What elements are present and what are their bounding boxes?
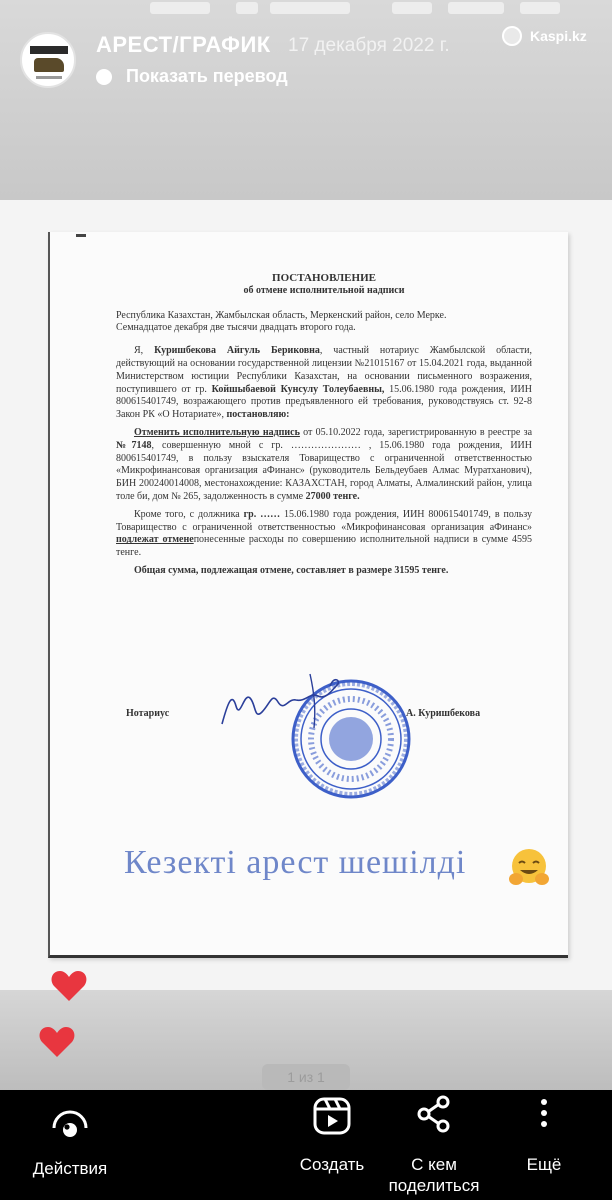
more-button[interactable] <box>502 1096 586 1175</box>
translate-icon <box>96 69 112 85</box>
avatar[interactable] <box>20 32 76 88</box>
actions-button[interactable] <box>20 1104 120 1179</box>
document-paragraph-2: Отменить исполнительную надпись от 05.10.2022 года, зарегистрированную в реестре за №7148, совершенную мной с гр. ………………… , 15.06.1980 года рождения, ИИН 800615401749, в пользу взыскателя Товарищество с ограниченной ответственностью «Микрофинансовая организация аФинанс» (руководитель Бельдеубаев Алмас Муратханович), БИН 200240014008, местонахождение: КАЗАХСТАН, город Алматы, Алмалинский район, улица толе би, дом № 265, задолженность в сумме 27000 тенге. <box>116 426 533 502</box>
notary-label: Нотариус <box>126 708 170 719</box>
post-date: 17 декабря 2022 г. <box>288 35 450 56</box>
share-button[interactable] <box>372 1094 496 1196</box>
notary-signature <box>214 662 354 742</box>
avatar-banner <box>30 46 68 54</box>
hugging-face-emoji-icon <box>507 846 551 890</box>
document-photo <box>48 232 568 958</box>
post-author[interactable]: АРЕСТ/ГРАФИК <box>96 32 271 57</box>
document-date-line: Семнадцатое декабря две тысячи двадцать второго года. <box>116 322 356 334</box>
share-icon <box>414 1094 454 1134</box>
signature-block <box>126 702 546 822</box>
avatar-car-image <box>34 58 64 72</box>
document-location: Республика Казахстан, Жамбылская область, Меркенский район, село Мерке. <box>116 309 447 321</box>
document-subheading: об отмене исполнительной надписи <box>243 284 405 296</box>
kaspi-logo-icon <box>502 26 522 46</box>
more-vertical-icon <box>534 1096 554 1136</box>
caption-text: Кезекті арест шешілді <box>124 844 467 881</box>
document-paragraph-1: Я, Куришбекова Айгуль Бериковна, частный нотариус Жамбылской области, действующий на основании государственной лицензии №21015167 от 15.04.2021 года, выданной Министерством юстиции Республики Казахстан, на основании письменного возражения, поступившего от гр. Койшыбаевой Кунсулу Толеубаевны, 15.06.1980 года рождения, ИИН 800615401749, возражающего против предъявленного ей требования, руководствуясь ст. 92-8 Закон РК «О Нотариате», постановляю: <box>116 345 533 421</box>
source-label: Kaspi.kz <box>530 28 587 44</box>
heart-reaction-icon[interactable] <box>37 1022 77 1062</box>
page-indicator: 1 из 1 <box>262 1064 350 1090</box>
document-text <box>116 272 532 583</box>
more-label: Ещё <box>526 1155 562 1174</box>
document-total: Общая сумма, подлежащая отмене, составляет в размере 31595 тенге. <box>134 564 449 576</box>
bottom-action-bar <box>0 1090 612 1200</box>
avatar-footer-line <box>36 76 62 79</box>
document-heading: ПОСТАНОВЛЕНИЕ <box>272 272 376 284</box>
heart-reaction-icon[interactable] <box>49 966 89 1006</box>
notary-name: А. Куришбекова <box>406 708 481 719</box>
document-paragraph-3: Кроме того, с должника гр. …… 15.06.1980 года рождения, ИИН 800615401749, в пользу Товарищество с ограниченной ответственностью «Микрофинансовая организация аФинанс» подлежат отменепонесенные расходы по совершению исполнительной надписи в сумме 4595 тенге. <box>116 508 533 559</box>
cropped-toolbar-strip <box>0 0 612 18</box>
create-button[interactable] <box>282 1096 382 1175</box>
document-corner-mark <box>76 234 86 237</box>
reels-icon <box>312 1096 352 1136</box>
actions-label: Действия <box>32 1159 108 1178</box>
share-label: С кем поделиться <box>388 1155 480 1195</box>
eye-icon <box>50 1104 90 1142</box>
show-translation-label: Показать перевод <box>126 66 288 86</box>
create-label: Создать <box>299 1155 365 1174</box>
